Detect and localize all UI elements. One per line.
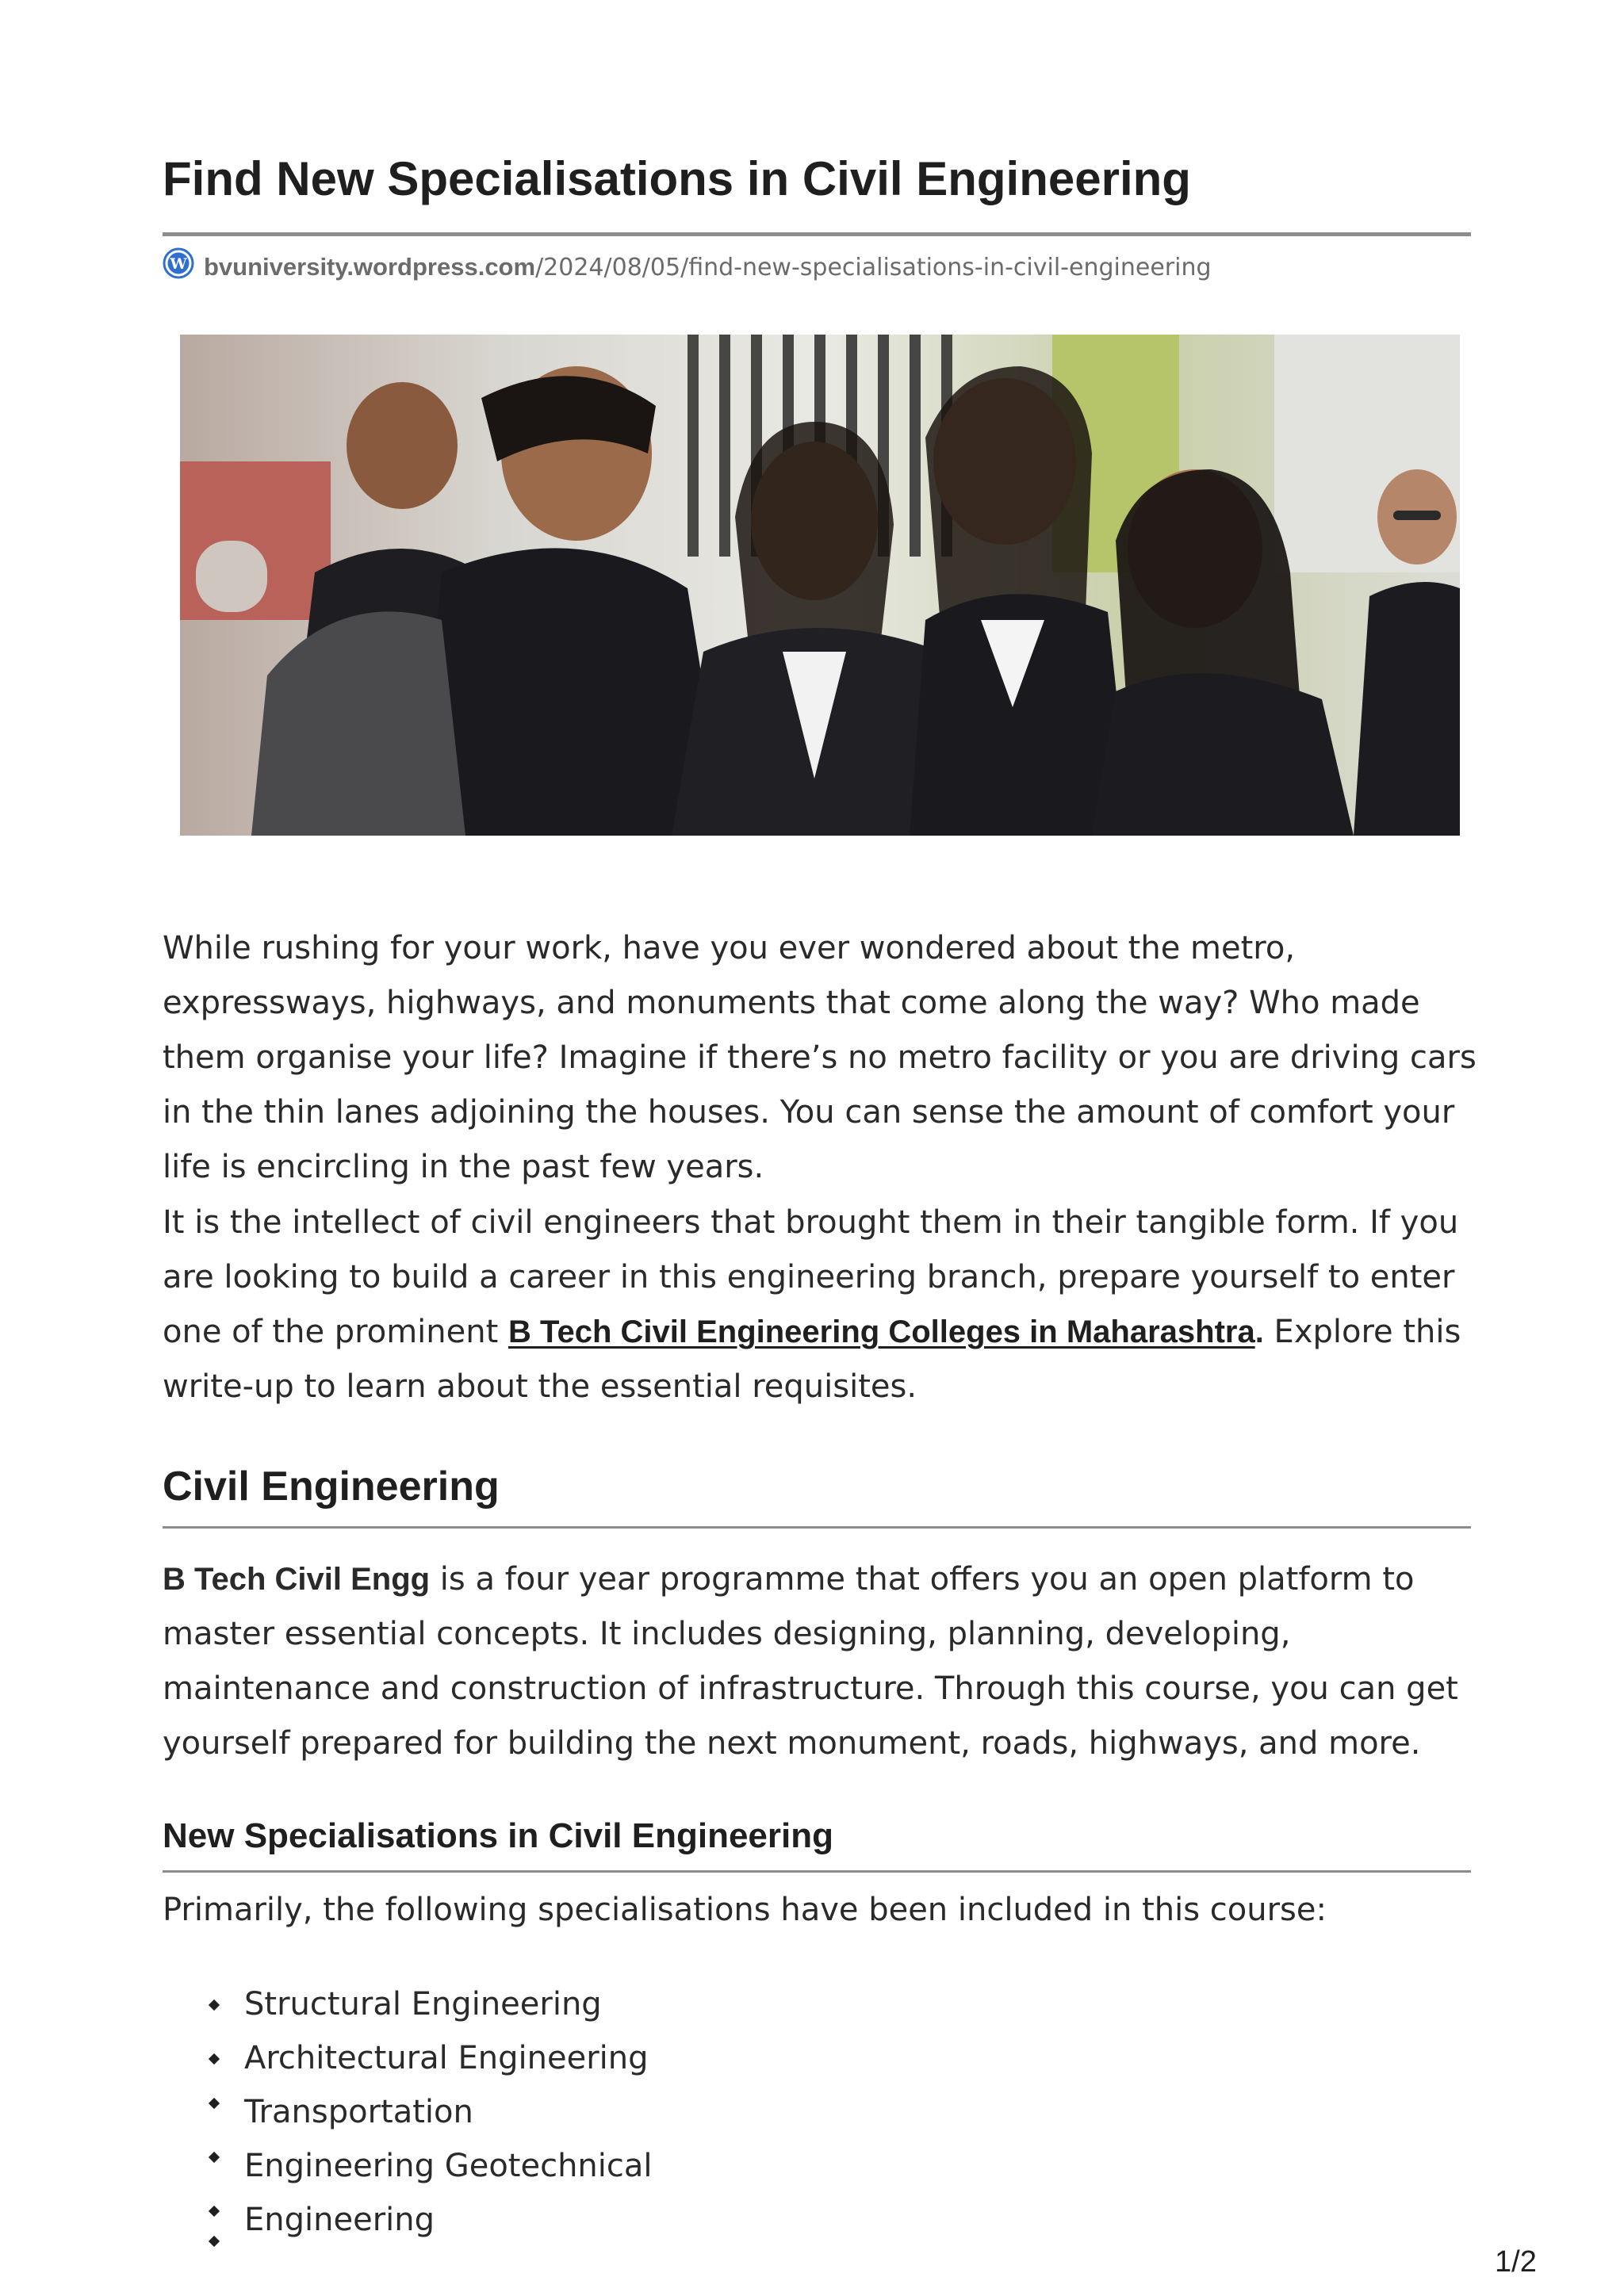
section-heading-new-specialisations: New Specialisations in Civil Engineering (163, 1816, 833, 1855)
svg-text:W: W (170, 255, 187, 273)
list-item: Transportation (163, 2085, 653, 2139)
page-number: 1/2 (1495, 2245, 1537, 2279)
title-divider (163, 232, 1471, 236)
list-item: Engineering Geotechnical (163, 2139, 653, 2193)
bullet-icon (209, 2053, 220, 2064)
source-domain-link[interactable]: bvuniversity.wordpress.com (204, 253, 536, 281)
list-item: Engineering (163, 2193, 653, 2247)
bullet-icon (209, 2206, 220, 2217)
p2-text-after: Explore this write-up to learn about the essential requisites. (163, 1314, 1461, 1405)
students-group-photo (180, 335, 1460, 836)
source-path: /2024/08/05/find-new-specialisations-in-civil-engineering (535, 253, 1212, 281)
civil-engineering-text: is a four year programme that offers you an open platform to master essential concepts. It includes designing, planning, developing, maintenance and construction of infrastructure. Through this course, you can get yourself prepared for building the next monument, roads, highways, and more. (163, 1561, 1458, 1762)
bullet-icon (209, 2152, 220, 2163)
p2-bold-period: . (1254, 1314, 1264, 1349)
intro-paragraph: While rushing for your work, have you ever wondered about the metro, expressways, highways, and monuments that come along the way? Who made them organise your life? Imagine if there’s no metro facility or you are driving cars in the thin lanes adjoining the houses. You can sense the amount of comfort your life is encircling in the past few years. (163, 930, 1477, 1185)
civil-engineering-paragraph (163, 1552, 1479, 1771)
source-line (163, 247, 1212, 287)
bullet-icon (209, 2098, 220, 2109)
list-item: Architectural Engineering (163, 2031, 653, 2085)
specialisations-list (163, 1977, 653, 2247)
list-item: Structural Engineering (163, 1977, 653, 2031)
btech-bold-lead: B Tech Civil Engg (163, 1562, 431, 1597)
bullet-icon (209, 1999, 220, 2011)
section-heading-civil-engineering: Civil Engineering (163, 1464, 500, 1510)
wordpress-icon (163, 247, 194, 279)
p2-text-before: It is the intellect of civil engineers that brought them in their tangible form. If you are looking to build a career in this engineering branch, prepare yourself to enter one of the prominent (163, 1204, 1459, 1350)
article-title: Find New Specialisations in Civil Engineering (163, 152, 1191, 205)
section-divider (163, 1526, 1471, 1529)
subsection-divider (163, 1870, 1471, 1873)
colleges-link[interactable]: B Tech Civil Engineering Colleges in Maharashtra (508, 1314, 1255, 1349)
second-paragraph (163, 1196, 1487, 1414)
specialisations-intro: Primarily, the following specialisations have been included in this course: (163, 1892, 1327, 1928)
hero-photo (180, 335, 1460, 836)
